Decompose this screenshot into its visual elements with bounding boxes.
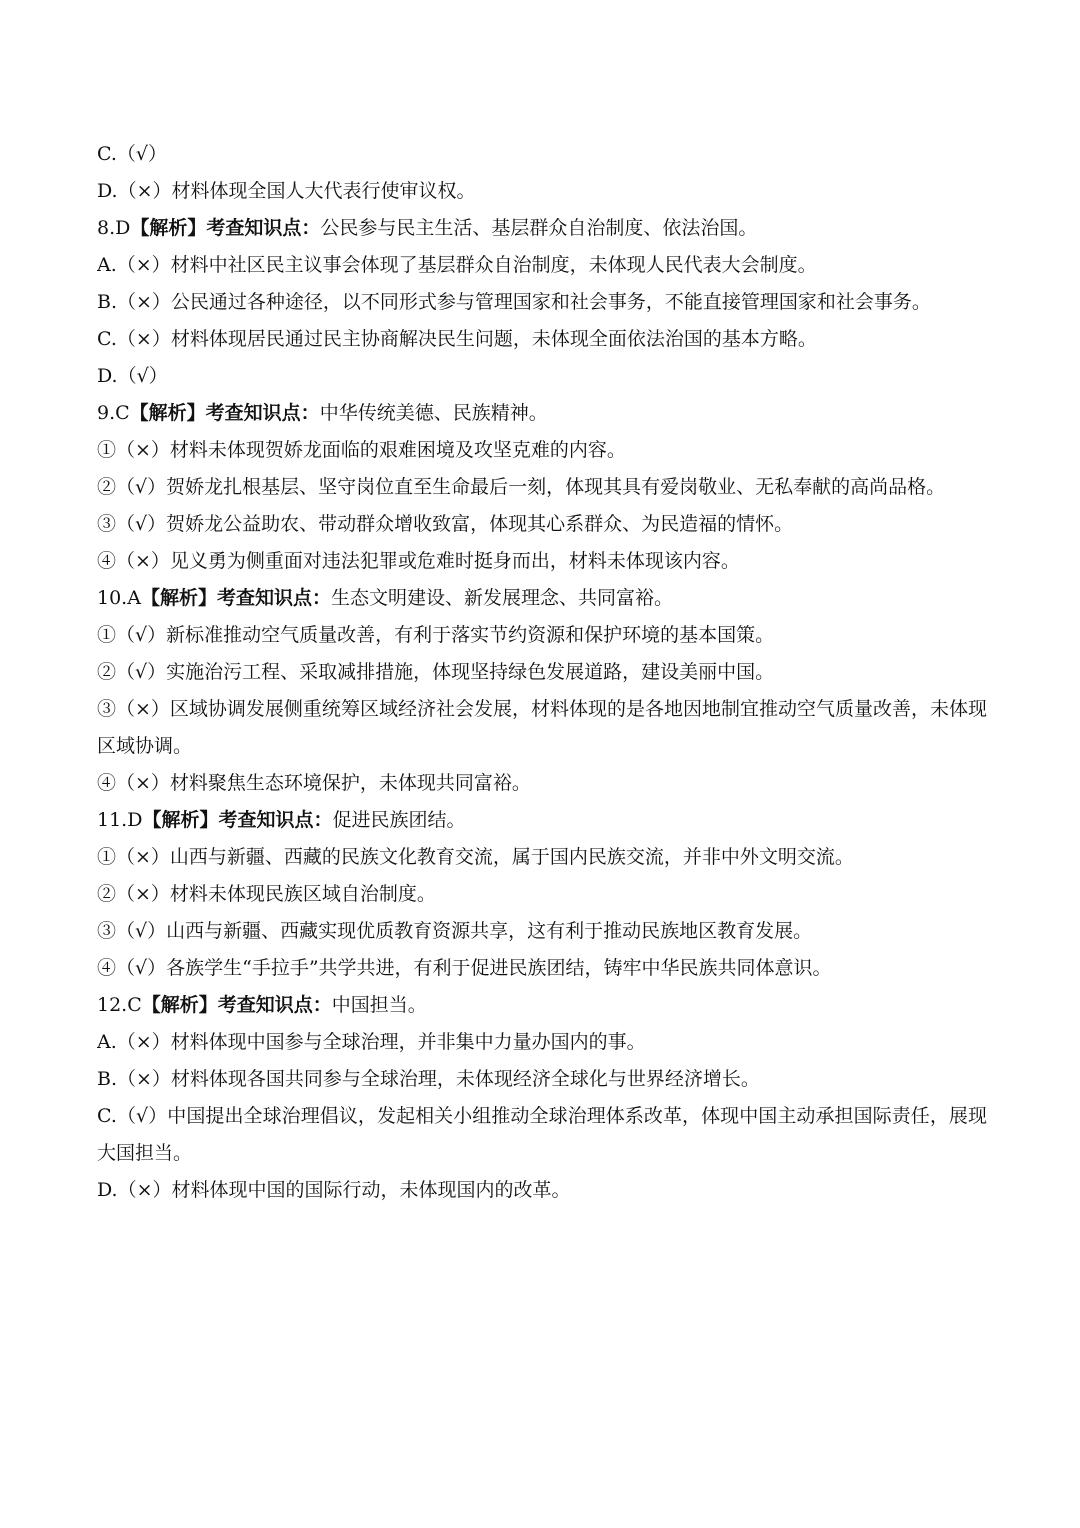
analysis-label: 【解析】考查知识点： [140, 587, 331, 609]
option-explanation: ③（×）区域协调发展侧重统筹区域经济社会发展，材料体现的是各地因地制宜推动空气质量改善，未体现区域协调。 [97, 698, 987, 757]
knowledge-points: 中华传统美德、民族精神。 [319, 402, 548, 424]
knowledge-points: 公民参与民主生活、基层群众自治制度、依法治国。 [320, 217, 758, 239]
knowledge-points: 促进民族团结。 [332, 809, 466, 831]
option-explanation: ②（×）材料未体现民族区域自治制度。 [97, 883, 436, 905]
option-explanation: ④（×）见义勇为侧重面对违法犯罪或危难时挺身而出，材料未体现该内容。 [97, 550, 740, 572]
option-explanation: ①（√）新标准推动空气质量改善，有利于落实节约资源和保护环境的基本国策。 [97, 624, 775, 646]
analysis-label: 【解析】考查知识点： [142, 809, 333, 831]
question-number: 9.C [97, 402, 130, 424]
question-header-line [97, 580, 987, 617]
option-explanation: B.（×）公民通过各种途径，以不同形式参与管理国家和社会事务，不能直接管理国家和社会事务。 [97, 291, 931, 313]
question-number: 10.A [97, 587, 141, 609]
question-number: 8.D [97, 217, 131, 239]
question-header-line [97, 395, 987, 432]
knowledge-points: 生态文明建设、新发展理念、共同富裕。 [330, 587, 673, 609]
option-explanation: ①（×）材料未体现贺娇龙面临的艰难困境及攻坚克难的内容。 [97, 439, 626, 461]
option-explanation: ③（√）山西与新疆、西藏实现优质教育资源共享，这有利于推动民族地区教育发展。 [97, 920, 813, 942]
analysis-label: 【解析】考查知识点： [129, 402, 320, 424]
option-explanation: ②（√）实施治污工程、采取减排措施，体现坚持绿色发展道路，建设美丽中国。 [97, 661, 775, 683]
knowledge-points: 中国担当。 [331, 994, 427, 1016]
option-explanation: A.（×）材料中社区民主议事会体现了基层群众自治制度，未体现人民代表大会制度。 [97, 254, 817, 276]
option-explanation: C.（×）材料体现居民通过民主协商解决民生问题，未体现全面依法治国的基本方略。 [97, 328, 817, 350]
question-header-line [97, 210, 987, 247]
question-header-line [97, 987, 987, 1024]
option-explanation: ④（×）材料聚焦生态环境保护，未体现共同富裕。 [97, 772, 531, 794]
option-explanation: D.（×）材料体现中国的国际行动，未体现国内的改革。 [97, 1179, 571, 1201]
question-header-line [97, 802, 987, 839]
option-explanation: B.（×）材料体现各国共同参与全球治理，未体现经济全球化与世界经济增长。 [97, 1068, 760, 1090]
question-number: 12.C [97, 994, 142, 1016]
option-explanation: C.（√）中国提出全球治理倡议，发起相关小组推动全球治理体系改革，体现中国主动承担国际责任，展现大国担当。 [97, 1105, 987, 1164]
option-explanation: ②（√）贺娇龙扎根基层、坚守岗位直至生命最后一刻，体现其具有爱岗敬业、无私奉献的高尚品格。 [97, 476, 946, 498]
option-explanation: A.（×）材料体现中国参与全球治理，并非集中力量办国内的事。 [97, 1031, 646, 1053]
analysis-label: 【解析】考查知识点： [141, 994, 332, 1016]
question-number: 11.D [97, 809, 143, 831]
option-explanation: ①（×）山西与新疆、西藏的民族文化教育交流，属于国内民族交流，并非中外文明交流。 [97, 846, 854, 868]
option-explanation: ④（√）各族学生“手拉手”共学共进，有利于促进民族团结，铸牢中华民族共同体意识。 [97, 957, 832, 979]
answer-analysis-page [97, 136, 987, 1209]
option-explanation: D.（√） [97, 365, 168, 387]
analysis-label: 【解析】考查知识点： [130, 217, 321, 239]
option-explanation: D.（×）材料体现全国人大代表行使审议权。 [97, 180, 476, 202]
option-explanation: ③（√）贺娇龙公益助农、带动群众增收致富，体现其心系群众、为民造福的情怀。 [97, 513, 794, 535]
option-explanation: C.（√） [97, 143, 168, 165]
